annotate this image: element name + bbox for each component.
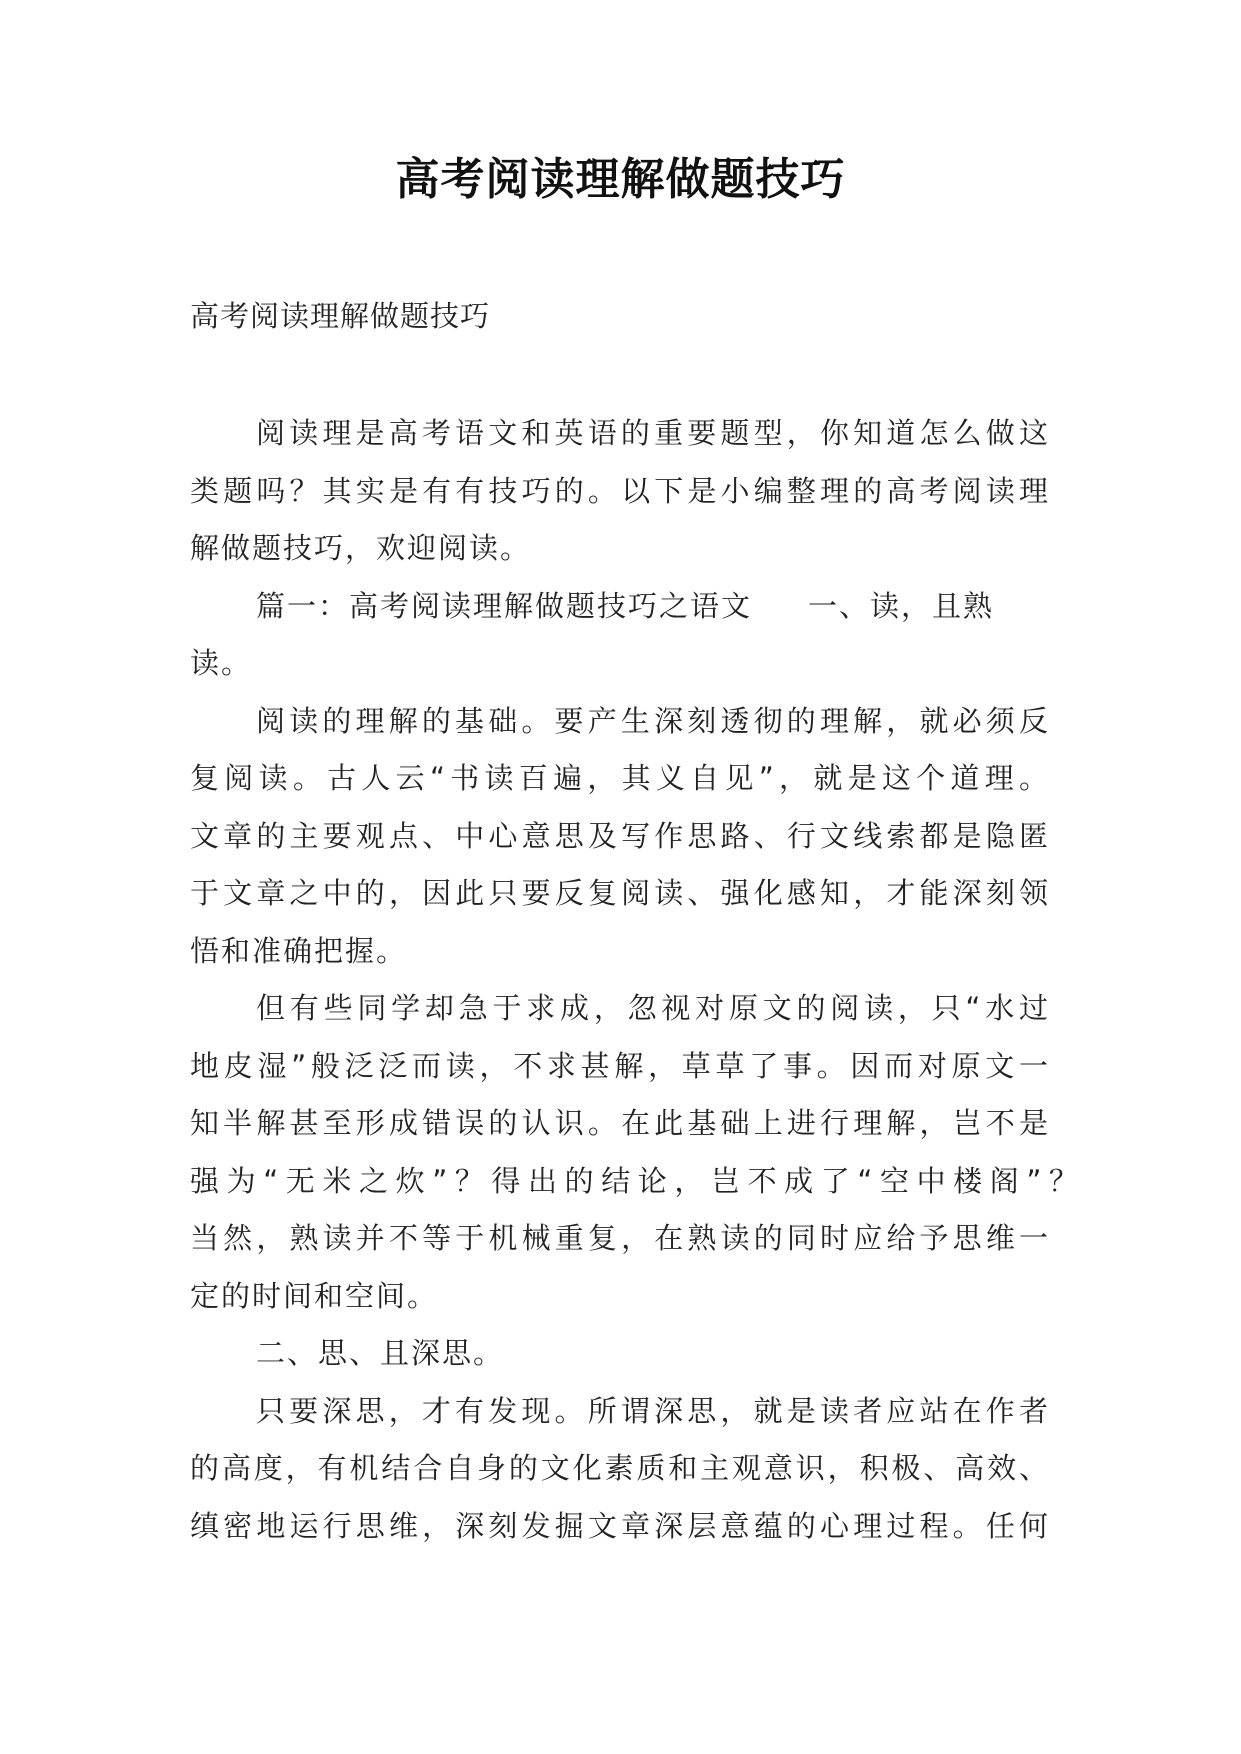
text-line: 于文章之中的，因此只要反复阅读、强化感知，才能深刻领	[190, 876, 1050, 910]
text-line: 文章的主要观点、中心意思及写作思路、行文线索都是隐匿	[190, 818, 1050, 853]
section-label: 篇一：高考阅读理解做题技巧之语文	[256, 588, 753, 623]
paragraph-common-mistakes	[190, 980, 1080, 1325]
text-line: 阅读的理解的基础。要产生深刻透彻的理解，就必须反	[256, 703, 1050, 738]
text-line	[190, 578, 1050, 636]
text-line: 定的时间和空间。	[190, 1278, 439, 1313]
text-line: 强为“无米之炊”？得出的结论，岂不成了“空中楼阁”？	[190, 1163, 1080, 1198]
text-line: 阅读理是高考语文和英语的重要题型，你知道怎么做这	[256, 416, 1050, 450]
document-subtitle: 高考阅读理解做题技巧	[190, 299, 491, 333]
subsection-label: 一、读，且熟	[808, 588, 995, 623]
document-body	[190, 405, 1080, 1555]
document-title: 高考阅读理解做题技巧	[395, 154, 846, 205]
paragraph-deep-thinking	[190, 1383, 1050, 1556]
text-line: 只要深思，才有发现。所谓深思，就是读者应站在作者	[256, 1393, 1050, 1428]
paragraph-section-heading	[190, 578, 1050, 693]
text-line: 解做题技巧，欢迎阅读。	[190, 531, 532, 565]
text-line: 知半解甚至形成错误的认识。在此基础上进行理解，岂不是	[190, 1106, 1050, 1140]
paragraph-subsection-two	[190, 1325, 1050, 1383]
text-line: 读。	[190, 646, 253, 680]
text-line: 类题吗？其实是有有技巧的。以下是小编整理的高考阅读理	[190, 473, 1050, 508]
text-line: 复阅读。古人云“书读百遍，其义自见”，就是这个道理。	[190, 761, 1050, 795]
text-line: 的高度，有机结合自身的文化素质和主观意识，积极、高效、	[190, 1451, 1050, 1485]
paragraph-reading-basis	[190, 693, 1050, 981]
text-line: 当然，熟读并不等于机械重复，在熟读的同时应给予思维一	[190, 1221, 1050, 1255]
text-line: 缜密地运行思维，深刻发掘文章深层意蕴的心理过程。任何	[190, 1508, 1050, 1543]
paragraph-intro	[190, 405, 1050, 578]
text-line: 悟和准确把握。	[190, 933, 408, 968]
text-line: 但有些同学却急于求成，忽视对原文的阅读，只“水过	[256, 991, 1050, 1025]
text-line: 地皮湿”般泛泛而读，不求甚解，草草了事。因而对原文一	[190, 1048, 1050, 1083]
text-line: 二、思、且深思。	[256, 1336, 505, 1370]
